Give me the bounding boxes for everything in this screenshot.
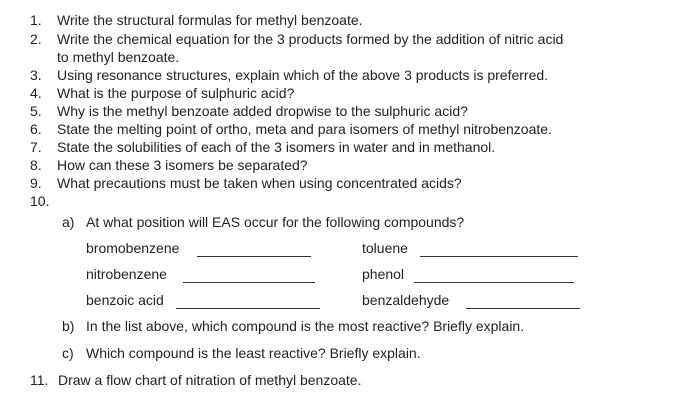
compound-benzaldehyde: benzaldehyde <box>362 292 450 308</box>
answer-blank-toluene[interactable] <box>420 256 578 257</box>
compound-benzoic-acid: benzoic acid <box>86 292 164 308</box>
answer-blank-benzaldehyde[interactable] <box>466 308 580 309</box>
q1-text: Write the structural formulas for methyl benzoate. <box>57 12 363 28</box>
q7-number: 7. <box>30 139 42 155</box>
q10c-text: Which compound is the least reactive? Briefly explain. <box>86 345 421 361</box>
q10-number: 10. <box>30 193 50 209</box>
compound-nitrobenzene: nitrobenzene <box>86 266 167 282</box>
q5-text: Why is the methyl benzoate added dropwise to the sulphuric acid? <box>57 103 468 119</box>
q4-text: What is the purpose of sulphuric acid? <box>57 85 295 101</box>
compound-toluene: toluene <box>362 240 408 256</box>
q3-number: 3. <box>30 67 42 83</box>
answer-blank-benzoic-acid[interactable] <box>176 308 320 309</box>
q8-text: How can these 3 isomers be separated? <box>57 157 308 173</box>
q10b-label: b) <box>62 318 75 334</box>
answer-blank-bromobenzene[interactable] <box>197 256 311 257</box>
q9-text: What precautions must be taken when using concentrated acids? <box>57 175 462 191</box>
q10c-label: c) <box>62 345 74 361</box>
q2-number: 2. <box>30 31 42 47</box>
q6-text: State the melting point of ortho, meta and para isomers of methyl nitrobenzoate. <box>57 121 552 137</box>
q4-number: 4. <box>30 85 42 101</box>
q10a-label: a) <box>62 214 75 230</box>
q10b-text: In the list above, which compound is the most reactive? Briefly explain. <box>86 318 525 334</box>
answer-blank-nitrobenzene[interactable] <box>183 282 315 283</box>
q2-text: Write the chemical equation for the 3 products formed by the addition of nitric acid <box>57 31 564 47</box>
q2-text-cont: to methyl benzoate. <box>57 49 180 65</box>
q8-number: 8. <box>30 157 42 173</box>
compound-phenol: phenol <box>362 266 405 282</box>
q1-number: 1. <box>30 12 42 28</box>
q6-number: 6. <box>30 121 42 137</box>
q10a-text: At what position will EAS occur for the following compounds? <box>86 214 465 230</box>
q3-text: Using resonance structures, explain which of the above 3 products is preferred. <box>57 67 549 83</box>
answer-blank-phenol[interactable] <box>414 282 574 283</box>
q7-text: State the solubilities of each of the 3 isomers in water and in methanol. <box>57 139 496 155</box>
q9-number: 9. <box>30 175 42 191</box>
q5-number: 5. <box>30 103 42 119</box>
q11-number: 11. <box>30 372 49 388</box>
q11-text: Draw a flow chart of nitration of methyl benzoate. <box>58 372 362 388</box>
compound-bromobenzene: bromobenzene <box>86 240 180 256</box>
